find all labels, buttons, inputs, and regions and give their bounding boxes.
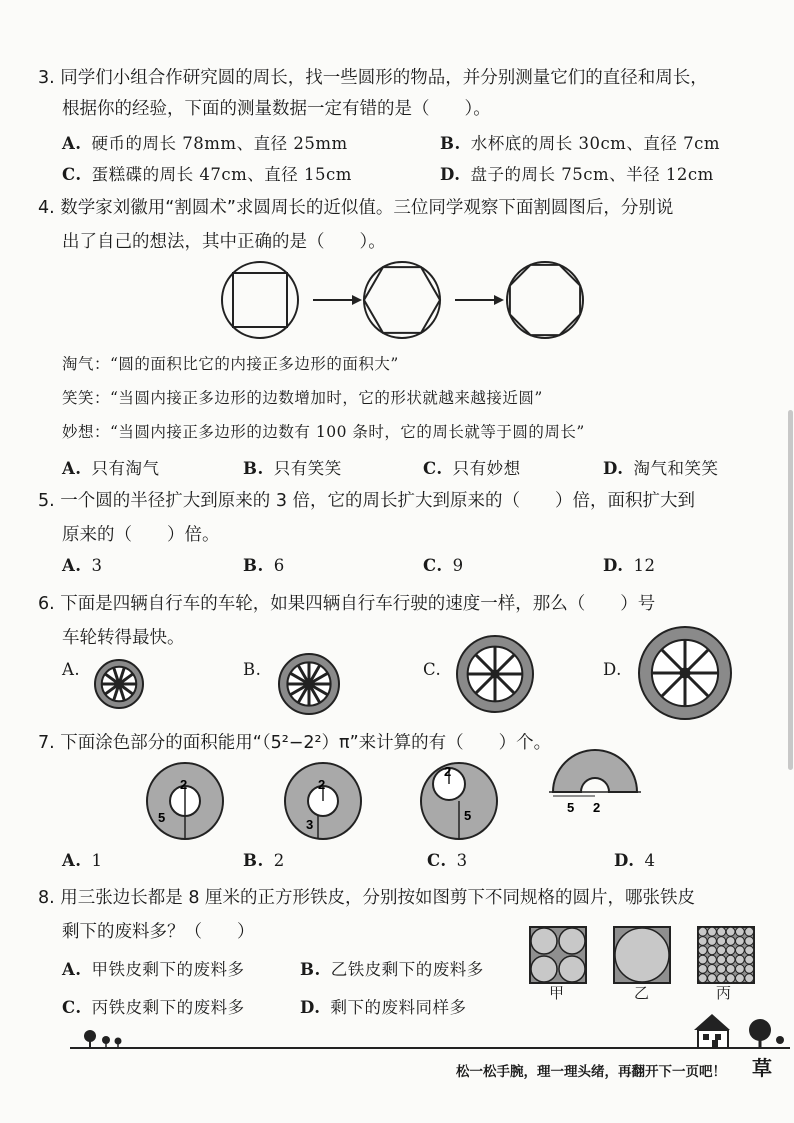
wheel-a: [92, 657, 148, 713]
sheet-label-jia: 甲: [549, 984, 565, 1002]
q5-stem-line2: 原来的（ ）倍。: [62, 525, 220, 545]
house-icon: [694, 1014, 730, 1048]
footer-decoration: [70, 1010, 794, 1060]
q8-stem-line2: 剩下的废料多？（ ）: [62, 922, 255, 942]
q5-option-d[interactable]: D. 12: [603, 556, 656, 575]
q7-figure-2: [278, 756, 368, 846]
q4-statement-miaoxiang: 妙想：“当圆内接正多边形的边数有 100 条时，它的周长就等于圆的周长”: [62, 423, 585, 441]
footer-slogan: 松一松手腕，理一理头绪，再翻开下一页吧！: [456, 1064, 726, 1080]
q3-stem-line2: 根据你的经验，下面的测量数据一定有错的是（ ）。: [62, 99, 491, 119]
q7-figure-1: [140, 756, 230, 846]
q7-fig2-label-inner: 2: [318, 777, 326, 792]
arrow-1: [313, 295, 362, 305]
q8-stem-line1: 8. 用三张边长都是 8 厘米的正方形铁皮，分别按如图剪下不同规格的圆片，哪张铁皮: [38, 888, 696, 908]
wheel-d: [636, 624, 734, 722]
scrollbar[interactable]: [788, 410, 793, 770]
q8-option-b[interactable]: B. 乙铁皮剩下的废料多: [300, 960, 484, 979]
sheet-label-yi: 乙: [634, 984, 650, 1002]
q3-stem-line1: 3. 同学们小组合作研究圆的周长，找一些圆形的物品，并分别测量它们的直径和周长，: [38, 68, 708, 88]
q8-option-a[interactable]: A. 甲铁皮剩下的废料多: [62, 960, 245, 979]
q7-figure-4: [545, 770, 649, 818]
q4-option-d[interactable]: D. 淘气和笑笑: [603, 459, 719, 478]
q6-stem-line2: 车轮转得最快。: [62, 628, 185, 648]
q4-statement-xiaoxiao: 笑笑：“当圆内接正多边形的边数增加时，它的形状就越来越接近圆”: [62, 389, 543, 407]
q5-option-a[interactable]: A. 3: [62, 556, 103, 575]
q7-fig1-label-outer: 5: [158, 810, 166, 825]
q8-option-d[interactable]: D. 剩下的废料同样多: [300, 998, 467, 1017]
q7-option-d[interactable]: D. 4: [614, 851, 656, 870]
q6-option-c-label[interactable]: C.: [423, 660, 442, 679]
tree-icon: [749, 1019, 784, 1048]
q5-option-c[interactable]: C. 9: [423, 556, 464, 575]
arrow-2: [455, 295, 504, 305]
q4-option-a[interactable]: A. 只有淘气: [62, 459, 160, 478]
q6-option-b-label[interactable]: B.: [243, 660, 262, 679]
cutting-circle-figure: [215, 258, 595, 342]
q7-option-c[interactable]: C. 3: [427, 851, 468, 870]
q3-option-b[interactable]: B. 水杯底的周长 30cm、直径 7cm: [440, 134, 720, 153]
tree-icon: [84, 1030, 122, 1048]
q6-option-d-label[interactable]: D.: [603, 660, 622, 679]
q3-option-a[interactable]: A. 硬币的周长 78mm、直径 25mm: [62, 134, 348, 153]
q7-fig4-label-outer: 5: [567, 800, 575, 815]
q7-fig2-label-ring: 3: [306, 817, 314, 832]
q7-fig3-label-inner: 2: [444, 764, 452, 779]
q4-stem-line2: 出了自己的想法，其中正确的是（ ）。: [62, 232, 386, 252]
q7-fig3-label-outer: 5: [464, 808, 472, 823]
q7-fig4-label-inner: 2: [593, 800, 601, 815]
sheet-jia: [528, 925, 588, 985]
q4-statement-taoqi: 淘气：“圆的面积比它的内接正多边形的面积大”: [62, 355, 399, 373]
q3-option-c[interactable]: C. 蛋糕碟的周长 47cm、直径 15cm: [62, 165, 352, 184]
q7-fig1-label-inner: 2: [180, 777, 188, 792]
q7-option-a[interactable]: A. 1: [62, 851, 103, 870]
q7-stem-line1: 7. 下面涂色部分的面积能用“（5²−2²）π”来计算的有（ ）个。: [38, 733, 552, 753]
sheet-yi: [612, 925, 672, 985]
q3-option-d[interactable]: D. 盘子的周长 75cm、半径 12cm: [440, 165, 714, 184]
q4-stem-line1: 4. 数学家刘徽用“割圆术”求圆周长的近似值。三位同学观察下面割圆图后，分别说: [38, 198, 674, 218]
q8-option-c[interactable]: C. 丙铁皮剩下的废料多: [62, 998, 245, 1017]
circle-square: [222, 262, 298, 338]
q4-option-c[interactable]: C. 只有妙想: [423, 459, 521, 478]
q5-stem-line1: 5. 一个圆的半径扩大到原来的 3 倍，它的周长扩大到原来的（ ）倍，面积扩大到: [38, 491, 696, 511]
footer-corner-tab: 草: [752, 1056, 772, 1080]
wheel-c: [454, 633, 536, 715]
q7-option-b[interactable]: B. 2: [243, 851, 285, 870]
q6-stem-line1: 6. 下面是四辆自行车的车轮，如果四辆自行车行驶的速度一样，那么（ ）号: [38, 594, 656, 614]
wheel-b: [276, 651, 342, 717]
circle-octagon: [507, 262, 583, 338]
q7-figure-3: [414, 756, 504, 846]
q5-option-b[interactable]: B. 6: [243, 556, 285, 575]
circle-hexagon: [364, 262, 440, 338]
sheet-bing: [696, 925, 756, 985]
sheet-label-bing: 丙: [716, 984, 732, 1002]
q6-option-a-label[interactable]: A.: [62, 660, 81, 679]
q4-option-b[interactable]: B. 只有笑笑: [243, 459, 342, 478]
